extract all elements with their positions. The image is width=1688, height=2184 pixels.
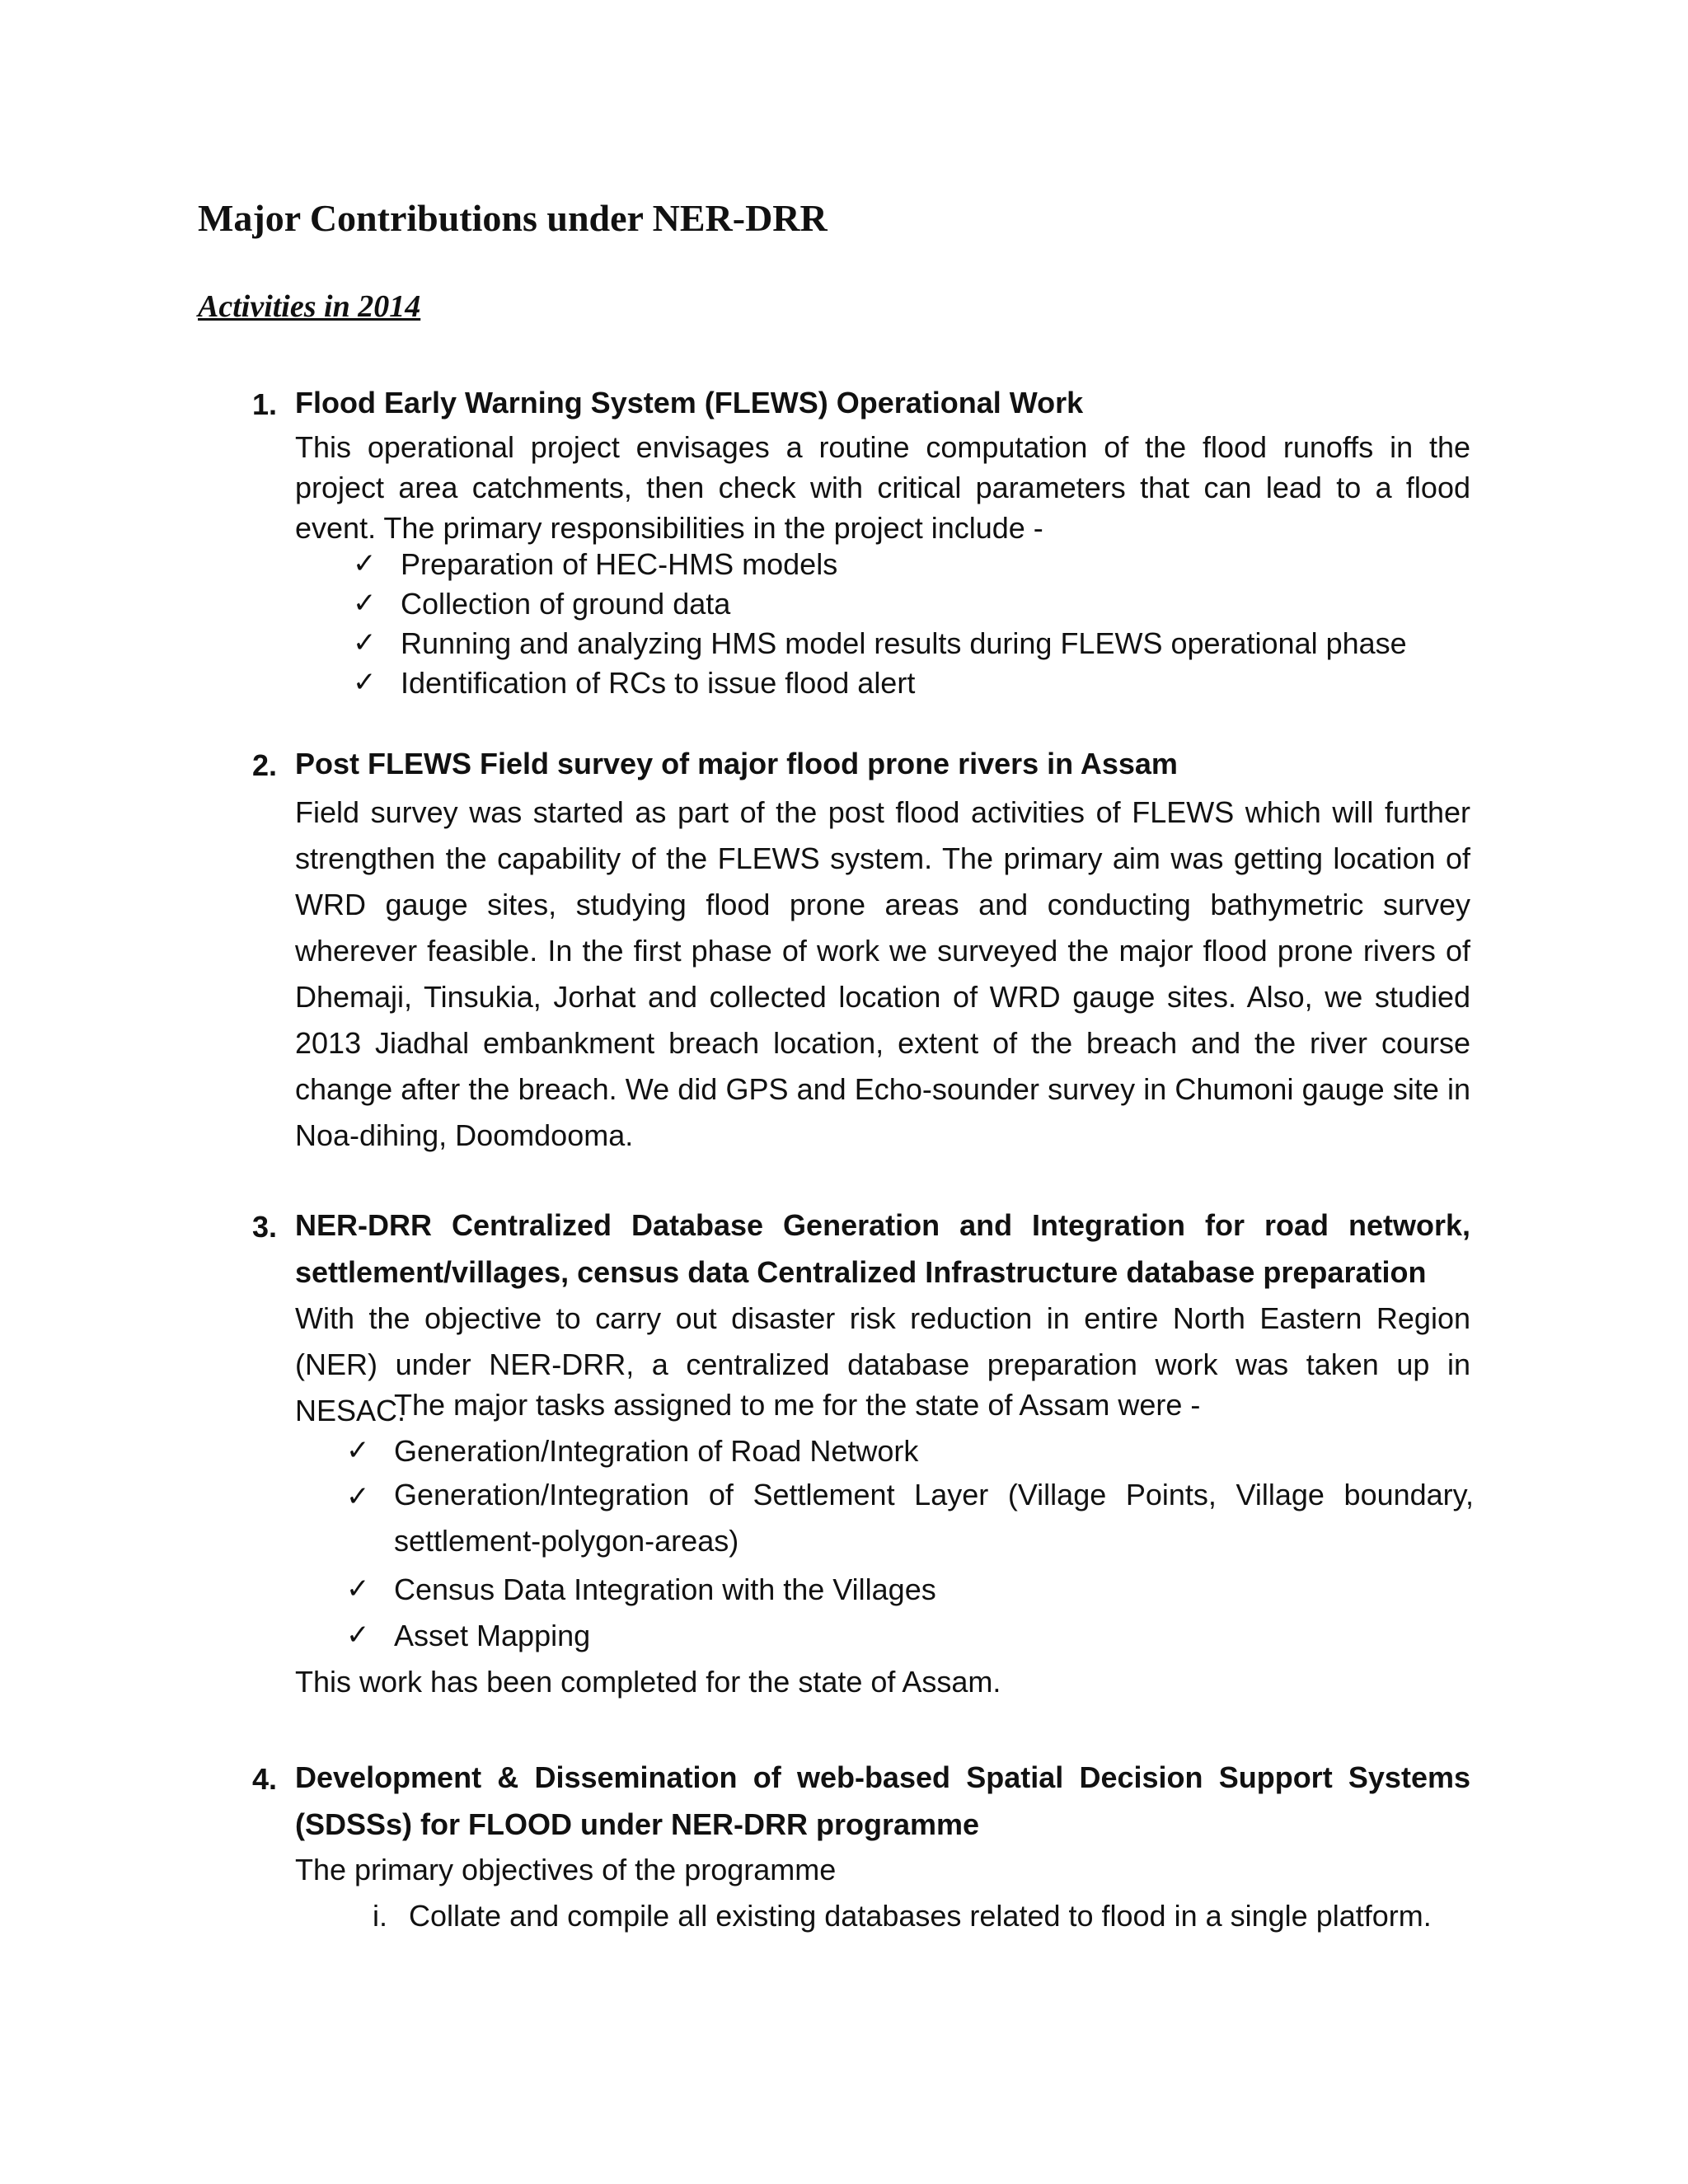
check-icon: ✓ [346, 1435, 370, 1466]
section-number: 3. [251, 1210, 277, 1244]
section-body: Field survey was started as part of the post flood activities of FLEWS which will further strengthen the capability of the FLEWS system. The primary aim was getting location of WRD gauge sites, studying flood prone areas and conducting bathymetric survey wherever feasible. In the first phase of work we surveyed the major flood prone rivers of Dhemaji, Tinsukia, Jorhat and collected location of WRD gauge sites. Also, we studied 2013 Jiadhal embankment breach location, extent of the breach and the river course change after the breach. We did GPS and Echo-sounder survey in Chumoni gauge site in Noa-dihing, Doomdooma. [295, 795, 1470, 1152]
check-icon: ✓ [353, 588, 377, 619]
section-number: 2. [251, 748, 277, 782]
section-closing: This work has been completed for the state of Assam. [295, 1665, 1001, 1699]
check-icon: ✓ [353, 627, 377, 658]
list-text: Collate and compile all existing databases related to flood in a single platform. [409, 1899, 1432, 1933]
section-heading: Post FLEWS Field survey of major flood prone rivers in Assam [295, 747, 1178, 780]
page-title: Major Contributions under NER-DRR [198, 197, 828, 239]
section-number: 1. [251, 387, 277, 421]
section-heading: Development & Dissemination of web-based Spatial Decision Support Systems (SDSSs) for FLOOD under NER-DRR programme [295, 1760, 1470, 1841]
page-subtitle: Activities in 2014 [198, 289, 421, 324]
section-number: 4. [251, 1762, 277, 1796]
check-icon: ✓ [346, 1481, 370, 1512]
section-heading: Flood Early Warning System (FLEWS) Operational Work [295, 386, 1084, 419]
document-page: Major Contributions under NER-DRR Activities in 2014 1. Flood Early Warning System (FLEWS) Operational Work This operational project envisages a routine computation of the flood runoffs in the project area catchments, then check with critical parameters that can lead to a flood event. The primary responsibilities in the project include - ✓ Preparation of HEC-HMS models ✓ Collection of ground data ✓ Running and analyzing HMS model results during FLEWS operational phase ✓ Identification of RCs to issue flood alert 2. Post FLEWS Field survey of major flood prone rivers in Assam Field survey was started as part of the post flood activities of FLEWS which will further strengthen the capability of the FLEWS system. The primary aim was getting location of WRD gauge sites, studying flood prone areas and conducting bathymetric survey wherever feasible. In the first phase of work we surveyed the major flood prone rivers of Dhemaji, Tinsukia, Jorhat and collected location of WRD gauge sites. Also, we studied 2013 Jiadhal embankment breach location, extent of the breach and the river course change after the breach. We did GPS and Echo-sounder survey in Chumoni gauge site in Noa-dihing, Doomdooma. 3. NER-DRR Centralized Database Generation and Integration for road network, settlement/villages, census data Centralized Infrastructure database preparation With the objective to carry out disaster risk reduction in entire North Eastern Region (NER) under NER-DRR, a centralized database preparation work was taken up in NESAC. The major tasks assigned to me for the state of Assam were - ✓ Generation/Integration of Road Network ✓ Generation/Integration of Settlement Layer (Village Points, Village boundary, settlement-polygon-areas) ✓ Census Data Integration with the Villages ✓ Asset Mapping This work has been completed for the state of Assam. 4. Development & Dissemination of web-based Spatial Decision Support Systems (SDSSs) for FLOOD under NER-DRR programme The primary objectives of the programme i. Collate and compile all existing databases related to flood in a single platform. [198, 197, 1474, 1933]
section-body: This operational project envisages a routine computation of the flood runoffs in the project area catchments, then check with critical parameters that can lead to a flood event. The primary responsibilities in the project include - [295, 430, 1470, 545]
list-item [373, 1899, 1432, 1933]
check-icon: ✓ [346, 1619, 370, 1651]
section-body: With the objective to carry out disaster risk reduction in entire North Eastern Region (NER) under NER-DRR, a centralized database preparation work was taken up in NESAC. [295, 1301, 1470, 1427]
section-heading: NER-DRR Centralized Database Generation and Integration for road network, settlement/villages, census data Centralized Infrastructure database preparation [295, 1208, 1470, 1289]
check-icon: ✓ [353, 548, 377, 579]
task-lead: The major tasks assigned to me for the state of Assam were - [394, 1388, 1201, 1422]
section-body: The primary objectives of the programme [295, 1853, 837, 1886]
list-marker: i. [373, 1899, 387, 1933]
check-icon: ✓ [346, 1573, 370, 1605]
check-icon: ✓ [353, 667, 377, 698]
